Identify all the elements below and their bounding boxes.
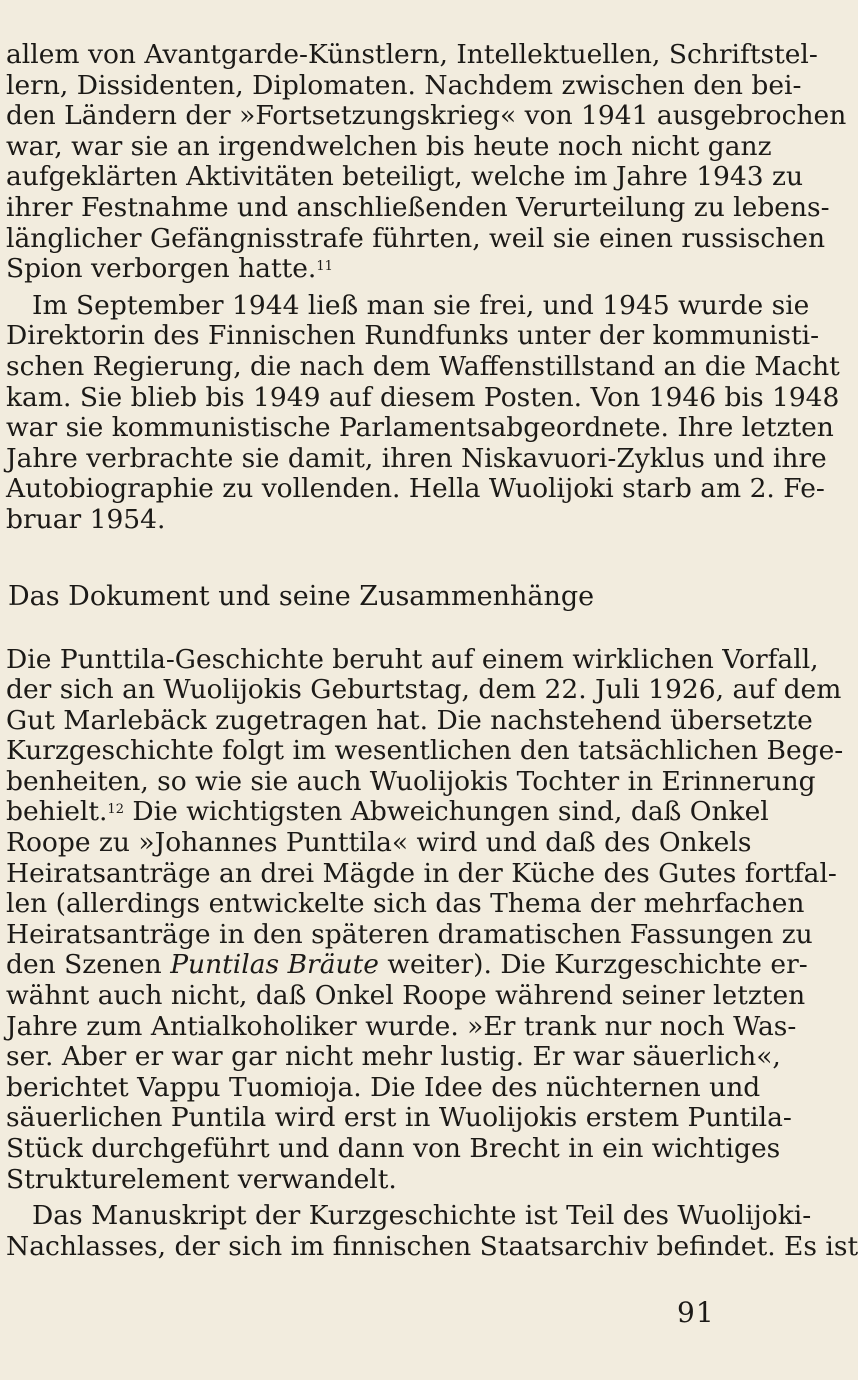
footnote-ref[interactable]: 12 [107, 802, 124, 818]
text-line: Direktorin des Finnischen Rundfunks unter der kommunisti- [6, 320, 820, 352]
text-line: Autobiographie zu vollenden. Hella Wuolijoki starb am 2. Fe- [6, 473, 825, 505]
text-line: Stück durchgeführt und dann von Brecht in ein wichtiges [6, 1133, 781, 1164]
text-line [6, 949, 808, 981]
text-line: Das Manuskript der Kurzgeschichte ist Teil des Wuolijoki- [32, 1200, 812, 1232]
text-line: Nachlasses, der sich im finnischen Staatsarchiv befindet. Es ist [6, 1230, 858, 1262]
page-body [6, 39, 858, 1262]
text-line: Gut Marlebäck zugetragen hat. Die nachstehend übersetzte [6, 704, 813, 736]
text-line: säuerlichen Puntila wird erst in Wuolijokis erstem Puntila- [6, 1102, 792, 1134]
text-line: bruar 1954. [6, 503, 166, 535]
text-line: Im September 1944 ließ man sie frei, und 1945 wurde sie [32, 289, 810, 321]
text-line: schen Regierung, die nach dem Waffenstillstand an die Macht [6, 350, 840, 382]
text-line: der sich an Wuolijokis Geburtstag, dem 22. Juli 1926, auf dem [6, 674, 842, 706]
footnote-ref[interactable]: 11 [316, 259, 333, 275]
text-line: benheiten, so wie sie auch Wuolijokis Tochter in Erinnerung [6, 765, 816, 797]
text-line: Jahre zum Antialkoholiker wurde. »Er trank nur noch Was- [6, 1010, 797, 1042]
text-line [6, 254, 726, 285]
text-line: ihrer Festnahme und anschließenden Verurteilung zu lebens- [6, 191, 830, 223]
text-line: Heiratsanträge an drei Mägde in der Küche des Gutes fortfal- [6, 857, 837, 889]
text-fragment: Spion verborgen hatte. [6, 253, 317, 285]
paragraph-2 [6, 289, 840, 536]
page-number: 91 [677, 1296, 715, 1329]
text-line: Kurzgeschichte folgt im wesentlichen den tatsächlichen Bege- [6, 735, 844, 767]
section-heading: Das Dokument und seine Zusammenhänge [8, 580, 595, 612]
text-line: den Ländern der »Fortsetzungskrieg« von 1941 ausgebrochen [6, 100, 847, 132]
text-line: berichtet Vappu Tuomioja. Die Idee des nüchternen und [6, 1071, 761, 1103]
text-line: Heiratsanträge in den späteren dramatischen Fassungen zu [6, 918, 813, 950]
work-title: Puntilas Bräute [170, 949, 379, 981]
text-line: Roope zu »Johannes Punttila« wird und daß des Onkels [6, 827, 752, 859]
text-fragment: Die wichtigsten Abweichungen sind, daß Onkel [123, 796, 769, 828]
text-line: war sie kommunistische Parlamentsabgeordnete. Ihre letzten [6, 412, 834, 444]
text-line [6, 796, 769, 828]
text-line: kam. Sie blieb bis 1949 auf diesem Posten. Von 1946 bis 1948 [6, 381, 840, 413]
text-fragment: weiter). Die Kurzgeschichte er- [378, 949, 808, 981]
text-line: war, war sie an irgendwelchen bis heute noch nicht ganz [6, 130, 772, 162]
text-fragment: den Szenen [6, 949, 171, 981]
paragraph-3 [6, 643, 844, 1196]
text-line: ser. Aber er war gar nicht mehr lustig. Er war säuerlich«, [6, 1041, 781, 1073]
text-fragment: behielt. [6, 796, 108, 828]
text-line: len (allerdings entwickelte sich das Thema der mehrfachen [6, 888, 805, 920]
paragraph-4 [6, 1200, 858, 1262]
text-line: Strukturelement verwandelt. [6, 1163, 397, 1195]
paragraph-1 [6, 39, 847, 285]
text-line: länglicher Gefängnisstrafe führten, weil sie einen russischen [6, 222, 826, 254]
text-line: Jahre verbrachte sie damit, ihren Niskavuori-Zyklus und ihre [6, 442, 827, 474]
text-line: lern, Dissidenten, Diplomaten. Nachdem zwischen den bei- [6, 69, 802, 101]
text-line: allem von Avantgarde-Künstlern, Intellektuellen, Schriftstel- [6, 39, 818, 70]
text-line: Die Punttila-Geschichte beruht auf einem wirklichen Vorfall, [6, 643, 819, 675]
text-line: wähnt auch nicht, daß Onkel Roope während seiner letzten [6, 980, 806, 1012]
text-line: aufgeklärten Aktivitäten beteiligt, welche im Jahre 1943 zu [6, 161, 804, 193]
